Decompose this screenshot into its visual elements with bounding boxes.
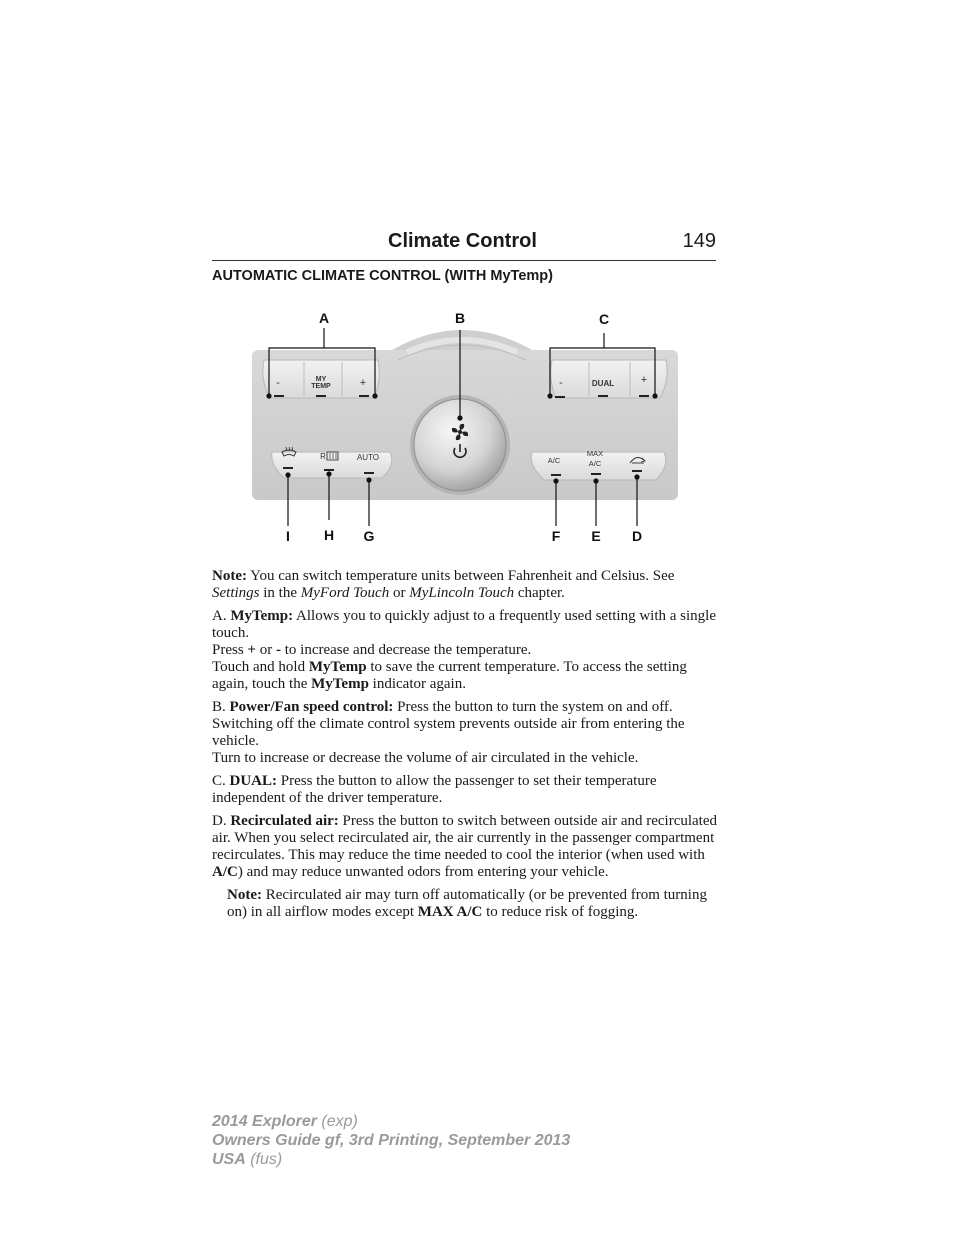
driver-temp-minus: - (276, 377, 280, 389)
page-header (212, 229, 716, 261)
callout-d: D (631, 528, 643, 544)
note-units: Note: You can switch temperature units between Fahrenheit and Celsius. See Settings in the MyFord Touch or MyLincoln Touch chapter. (212, 568, 675, 601)
item-b-power-fan: B. Power/Fan speed control: Press the button to turn the system on and off. Switching off the climate control system prevents outside air from entering the vehicle. Turn to increase or decrease the volume of air circulated in the vehicle. (212, 699, 685, 766)
dual-button-label: DUAL (591, 379, 615, 388)
rear-defrost-label: R (320, 452, 326, 461)
mytemp-label-my: MY (315, 376, 327, 383)
section-heading: AUTOMATIC CLIMATE CONTROL (WITH MyTemp) (212, 268, 553, 284)
callout-g: G (363, 528, 375, 544)
footer-guide: Owners Guide gf, 3rd Printing, September 2013 (212, 1132, 571, 1149)
item-d-recirculated-air: D. Recirculated air: Press the button to switch between outside air and recirculated air. When you select recirculated air, the air currently in the passenger compartment recirculates. This may reduce the time needed to cool the interior (when used with A/C) and may reduce unwanted odors from entering your vehicle. (212, 813, 718, 880)
callout-e: E (591, 528, 601, 544)
page-footer (212, 1112, 570, 1169)
body-text (212, 568, 718, 927)
page-number: 149 (682, 230, 716, 252)
passenger-temp-minus: - (559, 377, 563, 389)
max-ac-label-max: MAX (586, 449, 604, 458)
chapter-title: Climate Control (388, 230, 537, 252)
item-a-mytemp: A. MyTemp: Allows you to quickly adjust to a frequently used setting with a single touch. Press + or - to increase and decrease the temperature. Touch and hold MyTemp to save the current temperature. To access the setting again, touch the MyTemp indicator again. (212, 608, 716, 692)
callout-a: A (318, 310, 330, 326)
passenger-temp-plus: + (640, 374, 648, 386)
climate-control-panel-figure (212, 300, 716, 550)
auto-button-label: AUTO (356, 453, 380, 462)
note-recirculation: Note: Recirculated air may turn off automatically (or be prevented from turning on) in all airflow modes except MAX A/C to reduce risk of fogging. (227, 887, 707, 920)
mytemp-label-temp: TEMP (311, 383, 331, 390)
footer-model: 2014 Explorer (exp) (212, 1113, 358, 1130)
callout-b: B (454, 310, 466, 326)
callout-f: F (551, 528, 561, 544)
climate-panel-illustration (212, 300, 716, 550)
item-c-dual: C. DUAL: Press the button to allow the passenger to set their temperature independent of the driver temperature. (212, 773, 657, 806)
callout-h: H (323, 527, 335, 543)
callout-i: I (286, 528, 290, 544)
max-ac-label-ac: A/C (588, 459, 602, 468)
footer-market: USA (fus) (212, 1151, 283, 1168)
driver-temp-plus: + (359, 377, 367, 389)
callout-c: C (598, 311, 610, 327)
ac-button-label: A/C (547, 456, 561, 465)
